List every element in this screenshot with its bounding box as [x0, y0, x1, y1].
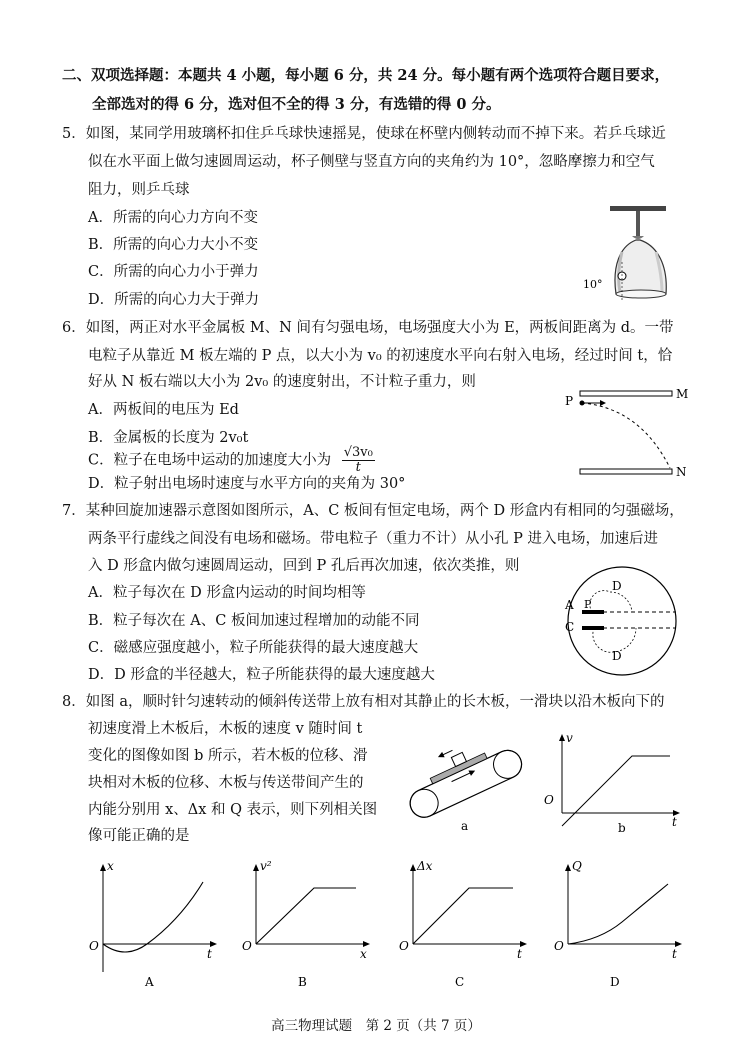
graph-c-xlabel: t: [517, 947, 522, 961]
q7-label-d-top: D: [612, 579, 622, 593]
q7-option-a: A．粒子每次在 D 形盒内运动的时间均相等: [88, 585, 366, 601]
page-footer: 高三物理试题 第 2 页（共 7 页）: [271, 1018, 481, 1034]
q5-angle-label: 10°: [583, 278, 603, 291]
graph-c-ylabel: Δx: [417, 859, 433, 873]
q6-stem-line2: 电粒子从靠近 M 板左端的 P 点，以大小为 v₀ 的初速度水平向右射入电场，经过时间 t，恰: [88, 348, 673, 364]
q6-option-d: D．粒子射出电场时速度与水平方向的夹角为 30°: [88, 476, 406, 492]
q8-stem-line5: 内能分别用 x、Δx 和 Q 表示，则下列相关图: [88, 802, 378, 818]
q8-stem-line1: 8．如图 a，顺时针匀速转动的倾斜传送带上放有相对其静止的长木板，一滑块以沿木板向下的: [62, 694, 665, 710]
q6-label-m: M: [676, 387, 689, 401]
v-t-line: [562, 756, 670, 826]
q7-stem-line2: 两条平行虚线之间没有电场和磁场。带电粒子（重力不计）从小孔 P 进入电场，加速后进: [88, 531, 658, 547]
q5-option-a: A．所需的向心力方向不变: [88, 210, 258, 226]
q8-figure-a: [395, 722, 535, 840]
graph-c-origin: O: [399, 939, 409, 953]
q7-label-p: P: [584, 598, 592, 611]
q8-figure-b: [540, 728, 690, 838]
q8-stem-line3: 变化的图像如图 b 所示，若木板的位移、滑: [88, 748, 368, 764]
q8-fig-a-caption: a: [461, 819, 469, 833]
q7-label-c: C: [565, 620, 575, 634]
q6-option-c-text: C．粒子在电场中运动的加速度大小为: [88, 452, 332, 469]
graph-a-origin: O: [89, 939, 99, 953]
q7-label-d-bottom: D: [612, 649, 622, 663]
q6-option-b: B．金属板的长度为 2v₀t: [88, 430, 249, 446]
section-header-line1: 二、双项选择题：本题共 4 小题，每小题 6 分，共 24 分。每小题有两个选项符合题目要求，: [62, 67, 670, 84]
q6-option-c: [88, 446, 375, 475]
graph-d-caption: D: [610, 975, 620, 989]
q8-fig-b-xlabel: t: [672, 815, 677, 829]
graph-d-ylabel: Q: [572, 859, 582, 873]
q6-stem-line3: 好从 N 板右端以大小为 2v₀ 的速度射出，不计粒子重力，则: [88, 374, 476, 390]
graph-a-xlabel: t: [207, 947, 212, 961]
plate-m: [580, 391, 672, 396]
q5-stem-line2: 似在水平面上做匀速圆周运动，杯子侧壁与竖直方向的夹角约为 10°，忽略摩擦力和空气: [88, 154, 655, 170]
q-t-curve: [568, 884, 668, 944]
q6-stem-line1: 6．如图，两正对水平金属板 M、N 间有匀强电场，电场强度大小为 E，两板间距离为 d。一带: [62, 320, 674, 336]
q7-cyclotron-figure: [560, 562, 680, 680]
q6-option-a: A．两板间的电压为 Ed: [88, 402, 239, 418]
q6-fraction-numerator: √3v₀: [343, 445, 373, 460]
q5-stem-line3: 阻力，则乒乓球: [88, 182, 190, 198]
q7-option-d: D．D 形盒的半径越大，粒子所能获得的最大速度越大: [88, 667, 435, 683]
q5-option-d: D．所需的向心力大于弹力: [88, 292, 260, 308]
q8-stem-line2: 初速度滑上木板后，木板的速度 v 随时间 t: [88, 721, 363, 737]
q7-label-a: A: [565, 598, 574, 612]
graph-b-ylabel: v²: [260, 859, 272, 873]
x-t-curve: [103, 882, 203, 952]
graph-b-xlabel: x: [360, 947, 367, 961]
dx-t-line: [413, 888, 513, 944]
q8-graph-b: [238, 860, 378, 990]
section-header-line2: 全部选对的得 6 分，选对但不全的得 3 分，有选错的得 0 分。: [92, 96, 501, 113]
q8-graph-d: [550, 860, 690, 990]
v2-x-line: [256, 888, 356, 944]
q8-stem-line4: 块相对木板的位移、木板与传送带间产生的: [88, 775, 364, 791]
q5-glass-figure: [580, 206, 700, 306]
plate-n: [580, 469, 672, 474]
q6-plates-figure: [560, 386, 690, 482]
q5-stem-line1: 5．如图，某同学用玻璃杯扣住乒乓球快速摇晃，使球在杯壁内侧转动而不掉下来。若乒乓球近: [62, 126, 666, 142]
q6-option-c-fraction: [342, 446, 375, 475]
q8-graph-c: [395, 860, 535, 990]
graph-a-caption: A: [145, 975, 154, 989]
graph-a-ylabel: x: [107, 859, 114, 873]
q6-label-p: P: [565, 394, 574, 408]
q8-fig-b-caption: b: [618, 821, 626, 835]
graph-d-origin: O: [554, 939, 564, 953]
q6-label-n: N: [676, 465, 687, 479]
q5-option-b: B．所需的向心力大小不变: [88, 237, 259, 253]
q5-option-c: C．所需的向心力小于弹力: [88, 264, 259, 280]
graph-b-origin: O: [242, 939, 252, 953]
q8-fig-b-origin: O: [544, 793, 554, 807]
graph-c-caption: C: [455, 975, 465, 989]
q7-option-c: C．磁感应强度越小，粒子所能获得的最大速度越大: [88, 640, 419, 656]
graph-d-xlabel: t: [672, 947, 677, 961]
q8-fig-b-ylabel: v: [566, 731, 573, 745]
q8-stem-line6: 像可能正确的是: [88, 828, 190, 844]
graph-b-caption: B: [298, 975, 307, 989]
q7-stem-line3: 入 D 形盒内做匀速圆周运动，回到 P 孔后再次加速，依次类推，则: [88, 558, 520, 574]
q8-graph-a: [85, 860, 225, 990]
q7-stem-line1: 7．某种回旋加速器示意图如图所示，A、C 板间有恒定电场，两个 D 形盒内有相同的匀强磁场，: [62, 503, 684, 519]
q7-option-b: B．粒子每次在 A、C 板间加速过程增加的动能不同: [88, 613, 420, 629]
q6-fraction-denominator: t: [355, 460, 361, 475]
